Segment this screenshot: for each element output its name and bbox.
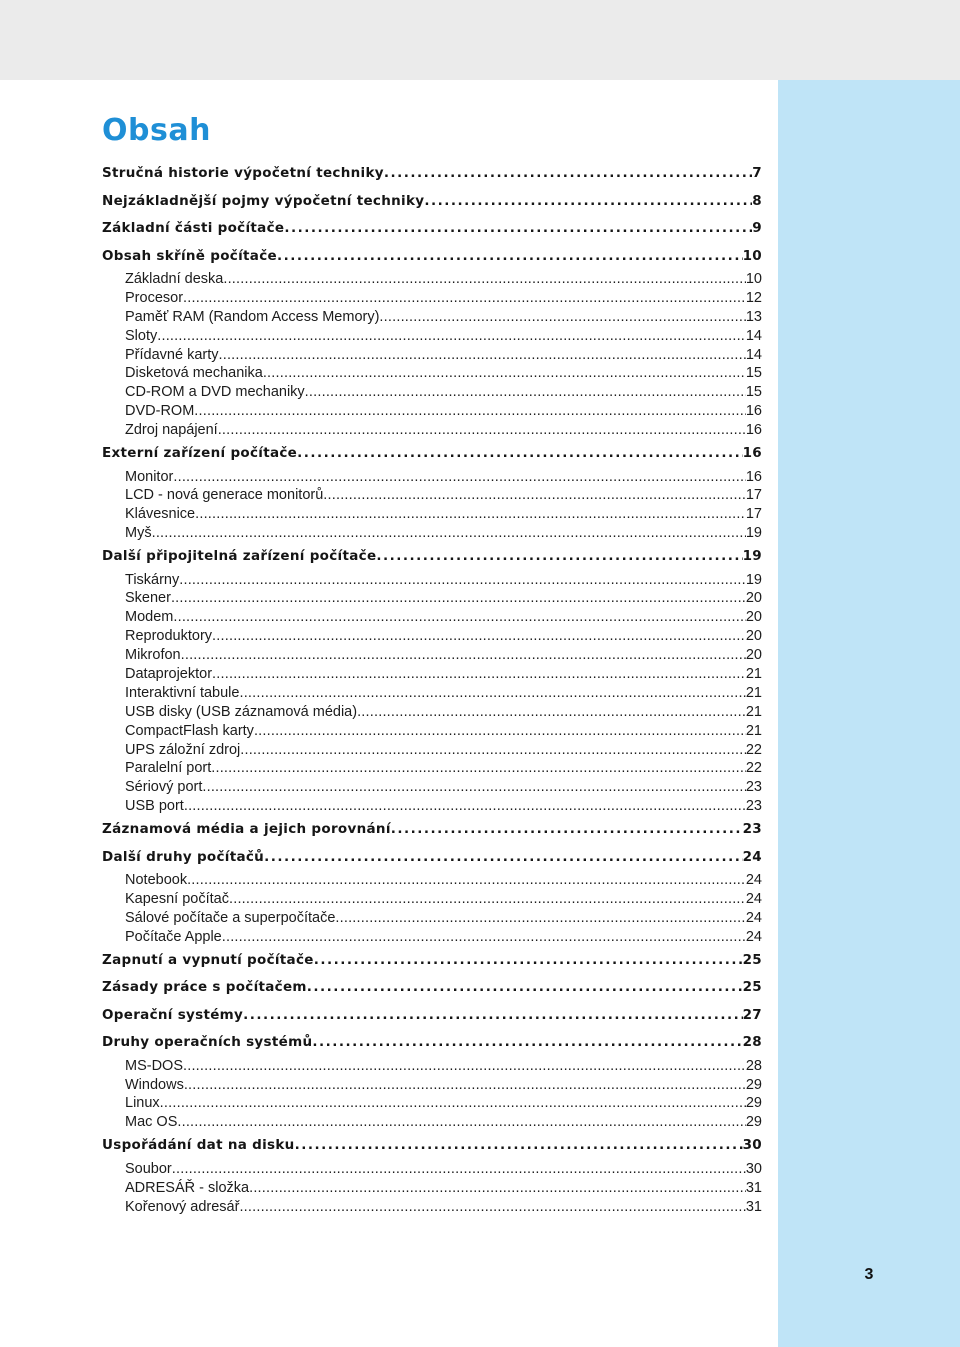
toc-entry-page: 24 (742, 848, 762, 865)
toc-section-entry[interactable] (102, 797, 762, 816)
toc-leader-dots (172, 1160, 746, 1179)
toc-leader-dots (297, 440, 742, 468)
toc-leader-dots (295, 1132, 743, 1160)
toc-entry-label: Druhy operačních systémů (102, 1034, 313, 1051)
toc-leader-dots (335, 909, 745, 928)
toc-entry-label: Zdroj napájení (125, 422, 218, 439)
toc-leader-dots (195, 505, 746, 524)
toc-entry-page: 15 (745, 365, 762, 382)
toc-section-entry[interactable] (102, 270, 762, 289)
toc-section-entry[interactable] (102, 1179, 762, 1198)
toc-leader-dots (184, 1076, 746, 1095)
toc-chapter-entry[interactable] (102, 160, 762, 188)
toc-entry-page: 19 (742, 548, 762, 565)
toc-leader-dots (171, 589, 746, 608)
table-of-contents (102, 160, 762, 1216)
toc-leader-dots (323, 486, 746, 505)
toc-entry-page: 16 (745, 403, 762, 420)
toc-leader-dots (357, 703, 746, 722)
toc-entry-page: 29 (745, 1095, 762, 1112)
toc-entry-label: LCD - nová generace monitorů (125, 487, 324, 504)
toc-entry-page: 19 (745, 525, 762, 542)
toc-leader-dots (212, 627, 746, 646)
toc-chapter-entry[interactable] (102, 243, 762, 271)
toc-entry-label: MS-DOS (125, 1057, 183, 1074)
toc-entry-page: 28 (742, 1034, 762, 1051)
toc-entry-label: Mac OS (125, 1114, 178, 1131)
toc-entry-page: 21 (745, 703, 762, 720)
toc-section-entry[interactable] (102, 1160, 762, 1179)
toc-section-entry[interactable] (102, 684, 762, 703)
toc-section-entry[interactable] (102, 589, 762, 608)
toc-entry-page: 31 (745, 1179, 762, 1196)
toc-chapter-entry[interactable] (102, 215, 762, 243)
toc-entry-label: CompactFlash karty (125, 722, 254, 739)
toc-leader-dots (218, 421, 746, 440)
toc-entry-label: Soubor (125, 1160, 172, 1177)
toc-entry-label: Paměť RAM (Random Access Memory) (125, 308, 380, 325)
toc-leader-dots (239, 684, 745, 703)
toc-entry-label: ADRESÁŘ - složka (125, 1179, 250, 1196)
toc-leader-dots (223, 270, 746, 289)
toc-entry-label: Přídavné karty (125, 346, 219, 363)
toc-entry-page: 21 (745, 722, 762, 739)
toc-leader-dots (152, 524, 746, 543)
toc-chapter-entry[interactable] (102, 1029, 762, 1057)
toc-entry-page: 16 (745, 422, 762, 439)
toc-chapter-entry[interactable] (102, 844, 762, 872)
toc-entry-page: 24 (745, 928, 762, 945)
toc-entry-page: 30 (745, 1160, 762, 1177)
toc-entry-label: Další připojitelná zařízení počítače (102, 548, 377, 565)
toc-section-entry[interactable] (102, 608, 762, 627)
toc-leader-dots (181, 646, 746, 665)
toc-section-entry[interactable] (102, 1198, 762, 1217)
toc-leader-dots (277, 243, 743, 271)
toc-section-entry[interactable] (102, 505, 762, 524)
toc-section-entry[interactable] (102, 646, 762, 665)
toc-leader-dots (212, 665, 746, 684)
toc-leader-dots (179, 571, 746, 590)
toc-leader-dots (157, 327, 746, 346)
toc-entry-label: Klávesnice (125, 506, 196, 523)
toc-entry-label: DVD-ROM (125, 403, 195, 420)
toc-leader-dots (305, 383, 746, 402)
toc-chapter-entry[interactable] (102, 1002, 762, 1030)
toc-section-entry[interactable] (102, 665, 762, 684)
toc-entry-label: Kořenový adresář (125, 1198, 240, 1215)
toc-entry-page: 24 (745, 909, 762, 926)
toc-leader-dots (173, 468, 746, 487)
toc-section-entry[interactable] (102, 890, 762, 909)
toc-leader-dots (184, 797, 746, 816)
toc-section-entry[interactable] (102, 1095, 762, 1114)
toc-leader-dots (240, 741, 746, 760)
toc-entry-page: 25 (742, 951, 762, 968)
toc-leader-dots (312, 1029, 742, 1057)
toc-entry-label: Externí zařízení počítače (102, 445, 298, 462)
toc-leader-dots (202, 778, 745, 797)
toc-entry-page: 10 (745, 270, 762, 287)
toc-leader-dots (264, 844, 743, 872)
toc-section-entry[interactable] (102, 928, 762, 947)
toc-leader-dots (384, 160, 752, 188)
toc-entry-label: Modem (125, 609, 174, 626)
toc-leader-dots (379, 308, 745, 327)
toc-entry-page: 21 (745, 684, 762, 701)
toc-entry-label: Nejzákladnější pojmy výpočetní techniky (102, 192, 425, 209)
toc-entry-label: Zásady práce s počítačem (102, 979, 307, 996)
toc-leader-dots (173, 608, 746, 627)
toc-section-entry[interactable] (102, 486, 762, 505)
toc-entry-label: Kapesní počítač (125, 891, 229, 908)
toc-entry-page: 15 (745, 384, 762, 401)
toc-leader-dots (424, 188, 752, 216)
page-number: 3 (864, 1266, 874, 1283)
toc-entry-label: Interaktivní tabule (125, 684, 240, 701)
toc-entry-label: Záznamová média a jejich porovnání (102, 821, 391, 838)
toc-section-entry[interactable] (102, 383, 762, 402)
toc-entry-label: Počítače Apple (125, 928, 222, 945)
toc-entry-label: Základní deska (125, 270, 224, 287)
toc-entry-label: Dataprojektor (125, 666, 213, 683)
toc-entry-label: Windows (125, 1076, 184, 1093)
toc-section-entry[interactable] (102, 1113, 762, 1132)
toc-entry-page: 19 (745, 571, 762, 588)
toc-entry-label: Monitor (125, 468, 174, 485)
toc-entry-page: 22 (745, 760, 762, 777)
page-title: Obsah (102, 113, 211, 148)
toc-entry-page: 16 (745, 468, 762, 485)
toc-chapter-entry[interactable] (102, 188, 762, 216)
toc-leader-dots (314, 947, 743, 975)
toc-entry-label: Linux (125, 1095, 160, 1112)
toc-section-entry[interactable] (102, 468, 762, 487)
toc-entry-page: 23 (742, 821, 762, 838)
toc-chapter-entry[interactable] (102, 947, 762, 975)
toc-entry-label: Notebook (125, 872, 188, 889)
toc-entry-page: 17 (745, 506, 762, 523)
toc-entry-page: 13 (745, 308, 762, 325)
toc-entry-page: 30 (742, 1137, 762, 1154)
toc-entry-page: 21 (745, 666, 762, 683)
toc-entry-page: 25 (742, 979, 762, 996)
toc-section-entry[interactable] (102, 289, 762, 308)
toc-entry-page: 9 (752, 220, 762, 236)
toc-leader-dots (254, 722, 746, 741)
toc-entry-page: 16 (742, 445, 762, 462)
toc-entry-label: Disketová mechanika (125, 365, 263, 382)
toc-leader-dots (243, 1002, 742, 1030)
toc-leader-dots (211, 759, 746, 778)
toc-entry-page: 14 (745, 346, 762, 363)
toc-leader-dots (219, 346, 746, 365)
toc-leader-dots (239, 1198, 745, 1217)
toc-section-entry[interactable] (102, 1076, 762, 1095)
toc-leader-dots (284, 215, 752, 243)
side-band (778, 80, 960, 1347)
toc-chapter-entry[interactable] (102, 816, 762, 844)
toc-entry-label: Procesor (125, 289, 184, 306)
toc-entry-label: Základní části počítače (102, 220, 285, 236)
toc-entry-page: 29 (745, 1114, 762, 1131)
toc-leader-dots (194, 402, 746, 421)
toc-entry-page: 23 (745, 798, 762, 815)
toc-entry-page: 20 (745, 628, 762, 645)
toc-entry-page: 29 (745, 1076, 762, 1093)
toc-leader-dots (183, 289, 746, 308)
toc-entry-label: USB disky (USB záznamová média) (125, 703, 358, 720)
toc-entry-label: Sálové počítače a superpočítače (125, 909, 336, 926)
toc-chapter-entry[interactable] (102, 974, 762, 1002)
toc-entry-page: 28 (745, 1057, 762, 1074)
top-band (0, 0, 960, 80)
toc-entry-page: 22 (745, 741, 762, 758)
toc-entry-label: CD-ROM a DVD mechaniky (125, 384, 305, 401)
toc-leader-dots (263, 364, 746, 383)
toc-section-entry[interactable] (102, 327, 762, 346)
toc-entry-page: 12 (745, 289, 762, 306)
toc-entry-page: 20 (745, 609, 762, 626)
toc-section-entry[interactable] (102, 703, 762, 722)
toc-entry-label: Skener (125, 590, 171, 607)
toc-entry-label: Obsah skříně počítače (102, 247, 277, 264)
toc-section-entry[interactable] (102, 759, 762, 778)
toc-section-entry[interactable] (102, 1057, 762, 1076)
toc-entry-label: Tiskárny (125, 571, 180, 588)
toc-chapter-entry[interactable] (102, 440, 762, 468)
toc-entry-page: 24 (745, 872, 762, 889)
toc-entry-page: 14 (745, 327, 762, 344)
toc-section-entry[interactable] (102, 571, 762, 590)
toc-entry-label: Reproduktory (125, 628, 213, 645)
toc-leader-dots (183, 1057, 746, 1076)
toc-entry-label: Zapnutí a vypnutí počítače (102, 951, 314, 968)
toc-section-entry[interactable] (102, 421, 762, 440)
toc-entry-page: 24 (745, 891, 762, 908)
toc-entry-page: 17 (745, 487, 762, 504)
toc-section-entry[interactable] (102, 909, 762, 928)
toc-section-entry[interactable] (102, 627, 762, 646)
toc-section-entry[interactable] (102, 741, 762, 760)
toc-entry-page: 7 (752, 165, 762, 181)
toc-entry-label: Stručná historie výpočetní techniky (102, 165, 384, 181)
toc-chapter-entry[interactable] (102, 1132, 762, 1160)
toc-entry-label: Operační systémy (102, 1006, 244, 1023)
toc-section-entry[interactable] (102, 364, 762, 383)
toc-section-entry[interactable] (102, 722, 762, 741)
toc-section-entry[interactable] (102, 346, 762, 365)
toc-entry-label: USB port (125, 798, 184, 815)
toc-entry-label: Mikrofon (125, 647, 181, 664)
toc-leader-dots (229, 890, 746, 909)
toc-entry-page: 27 (742, 1006, 762, 1023)
toc-entry-label: Uspořádání dat na disku (102, 1137, 295, 1154)
toc-leader-dots (307, 974, 743, 1002)
toc-section-entry[interactable] (102, 871, 762, 890)
toc-entry-page: 31 (745, 1198, 762, 1215)
toc-entry-page: 20 (745, 647, 762, 664)
toc-leader-dots (391, 816, 743, 844)
toc-entry-page: 8 (752, 192, 762, 209)
toc-entry-label: Paralelní port (125, 760, 212, 777)
toc-leader-dots (187, 871, 746, 890)
toc-leader-dots (160, 1095, 746, 1114)
toc-entry-page: 23 (745, 779, 762, 796)
toc-leader-dots (249, 1179, 746, 1198)
toc-leader-dots (376, 543, 742, 571)
toc-leader-dots (222, 928, 746, 947)
toc-section-entry[interactable] (102, 524, 762, 543)
toc-entry-label: Sériový port (125, 779, 203, 796)
toc-section-entry[interactable] (102, 308, 762, 327)
toc-section-entry[interactable] (102, 402, 762, 421)
toc-entry-page: 10 (742, 247, 762, 264)
toc-leader-dots (177, 1113, 745, 1132)
toc-entry-label: Další druhy počítačů (102, 848, 265, 865)
toc-entry-label: UPS záložní zdroj (125, 741, 241, 758)
toc-entry-page: 20 (745, 590, 762, 607)
toc-section-entry[interactable] (102, 778, 762, 797)
toc-entry-label: Sloty (125, 327, 158, 344)
toc-entry-label: Myš (125, 525, 152, 542)
toc-chapter-entry[interactable] (102, 543, 762, 571)
